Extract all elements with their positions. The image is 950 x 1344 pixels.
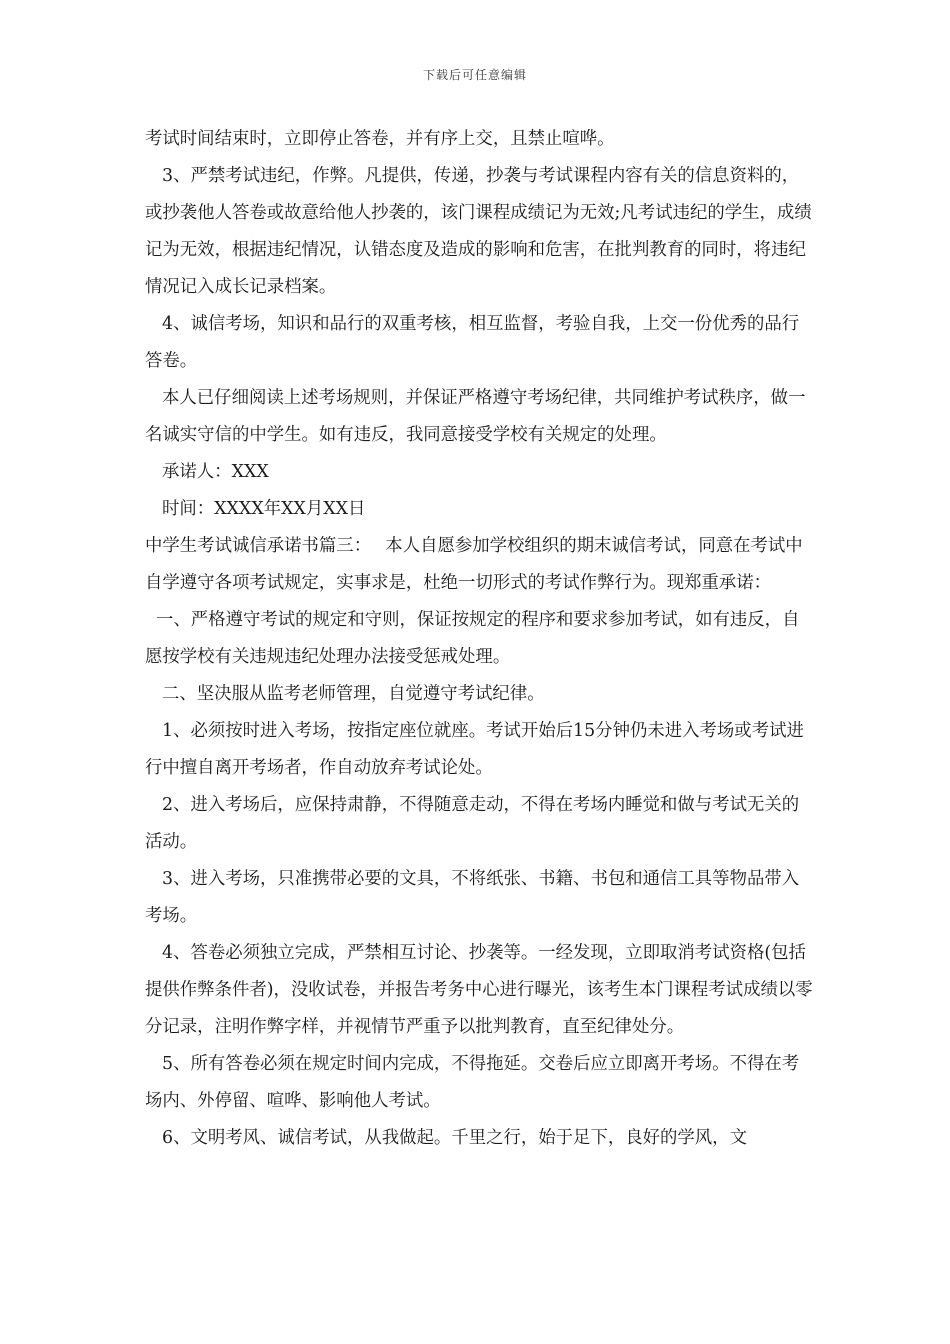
paragraph: 5、所有答卷必须在规定时间内完成，不得拖延。交卷后应立即离开考场。不得在考场内、外停留、喧哗、影响他人考试。: [145, 1054, 800, 1111]
paragraph: 时间：XXXX年XX月XX日: [162, 499, 366, 519]
document-body: [145, 121, 815, 1157]
paragraph: 1、必须按时进入考场，按指定座位就座。考试开始后15分钟仍未进入考场或考试进行中擅自离开考场者，作自动放弃考试论处。: [145, 721, 804, 778]
paragraph: 3、进入考场，只准携带必要的文具，不将纸张、书籍、书包和通信工具等物品带入考场。: [145, 869, 800, 926]
paragraph: 一、严格遵守考试的规定和守则，保证按规定的程序和要求参加考试，如有违反，自愿按学校有关违规违纪处理办法接受惩戒处理。: [145, 610, 800, 667]
paragraph: 承诺人：XXX: [162, 462, 269, 482]
paragraph: 本人已仔细阅读上述考场规则，并保证严格遵守考场纪律，共同维护考试秩序，做一名诚实守信的中学生。如有违反，我同意接受学校有关规定的处理。: [145, 388, 806, 445]
paragraph: 3、严禁考试违纪，作弊。凡提供，传递，抄袭与考试课程内容有关的信息资料的，或抄袭他人答卷或故意给他人抄袭的，该门课程成绩记为无效;凡考试违纪的学生，成绩记为无效，根据违纪情况，认错态度及造成的影响和危害，在批判教育的同时，将违纪情况记入成长记录档案。: [145, 166, 812, 297]
paragraph: 考试时间结束时，立即停止答卷，并有序上交，且禁止喧哗。: [145, 129, 615, 149]
page-header: 下载后可任意编辑: [422, 68, 527, 82]
paragraph: 4、答卷必须独立完成，严禁相互讨论、抄袭等。一经发现，立即取消考试资格(包括提供作弊条件者)，没收试卷，并报告考务中心进行曝光，该考生本门课程考试成绩以零分记录，注明作弊字样，并视情节严重予以批判教育，直至纪律处分。: [145, 943, 813, 1037]
paragraph: 二、坚决服从监考老师管理，自觉遵守考试纪律。: [162, 684, 545, 704]
paragraph: 4、诚信考场，知识和品行的双重考核，相互监督，考验自我，上交一份优秀的品行答卷。: [145, 314, 800, 371]
paragraph: 2、进入考场后，应保持肃静，不得随意走动，不得在考场内睡觉和做与考试无关的活动。: [145, 795, 800, 852]
paragraph: 6、文明考风、诚信考试，从我做起。千里之行，始于足下，良好的学风，文: [162, 1128, 747, 1148]
paragraph: 中学生考试诚信承诺书篇三： 本人自愿参加学校组织的期末诚信考试，同意在考试中自学遵守各项考试规定，实事求是，杜绝一切形式的考试作弊行为。现郑重承诺：: [145, 536, 803, 593]
